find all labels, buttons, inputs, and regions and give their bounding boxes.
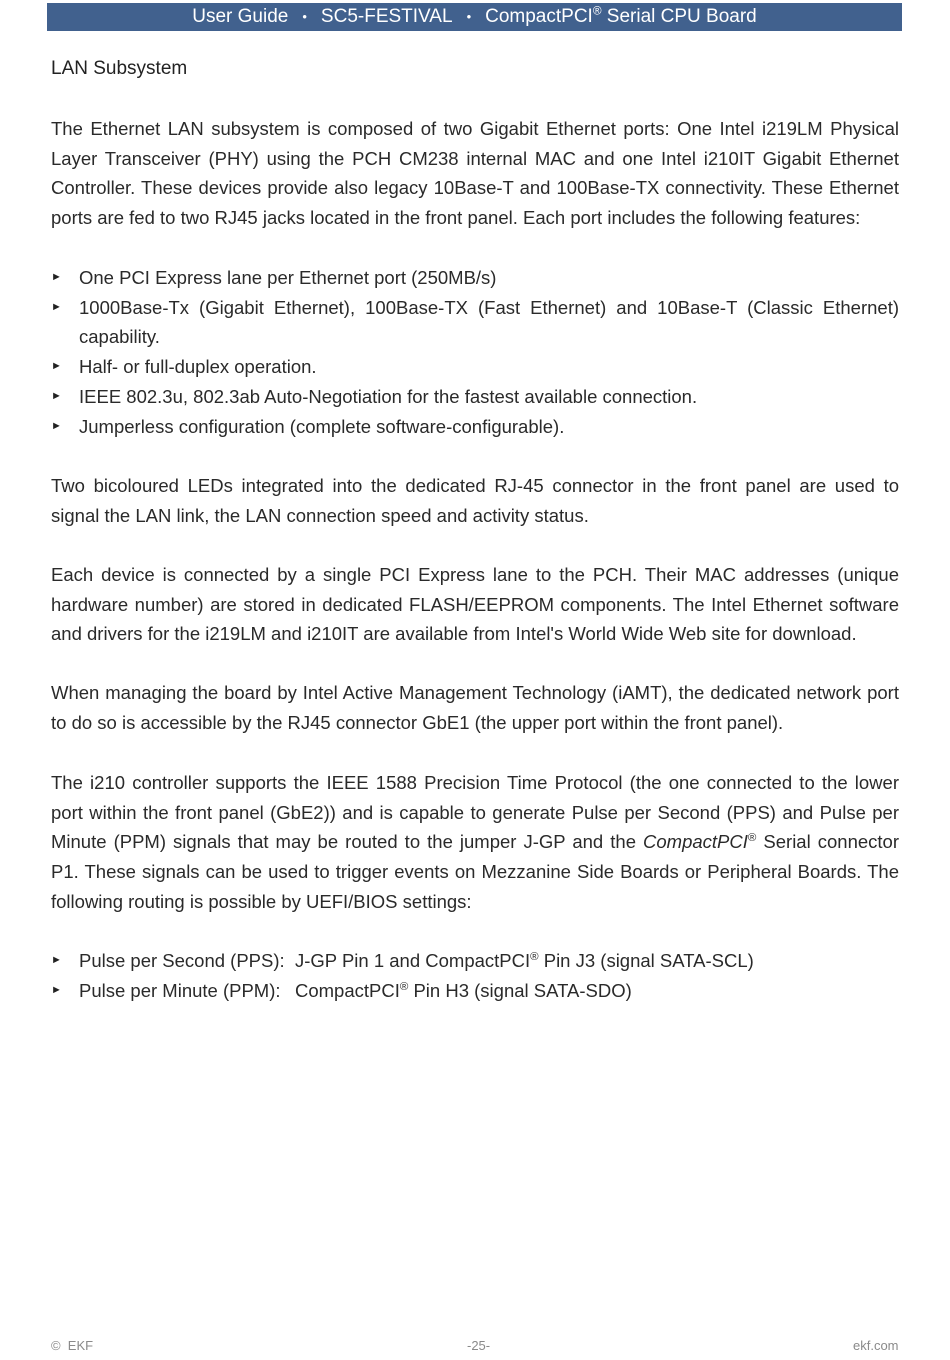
routing-label: Pulse per Minute (PPM): xyxy=(79,979,281,1001)
header-title-guide: User Guide xyxy=(192,6,289,27)
routing-value: CompactPCI® Pin H3 (signal SATA-SDO) xyxy=(295,979,632,1001)
feature-list-block xyxy=(51,263,899,441)
leds-paragraph-block xyxy=(51,471,899,530)
i210-paragraph-block xyxy=(51,768,899,917)
list-item: ► One PCI Express lane per Ethernet port (250MB/s) xyxy=(51,263,899,293)
header-bar xyxy=(47,3,902,31)
footer-website: ekf.com xyxy=(853,1338,899,1353)
pci-paragraph-block xyxy=(51,560,899,649)
intro-paragraph: The Ethernet LAN subsystem is composed of two Gigabit Ethernet ports: One Intel i219LM Physical Layer Transceiver (PHY) using the PCH CM238 internal MAC and one Intel i210IT Gigabit Ethernet Controller. These devices provide also legacy 10Base-T and 100Base-TX connectivity. These Ethernet ports are fed to two RJ45 jacks located in the front panel. Each port includes the following features: xyxy=(51,118,899,229)
bullet-arrow-icon: ► xyxy=(51,954,62,966)
header-separator: • xyxy=(302,8,307,24)
routing-label: Pulse per Second (PPS): xyxy=(79,950,285,971)
iamt-paragraph-block xyxy=(51,678,899,737)
iamt-paragraph: When managing the board by Intel Active Management Technology (iAMT), the dedicated network port to do so is accessible by the RJ45 connector GbE1 (the upper port within the front panel). xyxy=(51,682,899,733)
footer-page-number: -25- xyxy=(467,1338,491,1353)
pci-paragraph: Each device is connected by a single PCI Express lane to the PCH. Their MAC addresses (unique hardware number) are stored in dedicated FLASH/EEPROM components. The Intel Ethernet software and drivers for the i219LM and i210IT are available from Intel's World Wide Web site for download. xyxy=(51,564,899,645)
routing-list xyxy=(51,946,899,1005)
bullet-arrow-icon: ► xyxy=(51,300,62,313)
i210-paragraph: The i210 controller supports the IEEE 1588 Precision Time Protocol (the one connected to the lower port within the front panel (GbE2)) and is capable to generate Pulse per Second (PPS) and Pulse per Minute (PPM) signals that may be routed to the jumper J-GP and the CompactPCI® Serial connector P1. These signals can be used to trigger events on Mezzanine Side Boards or Peripheral Boards. The following routing is possible by UEFI/BIOS settings: xyxy=(51,772,899,912)
bullet-arrow-icon: ► xyxy=(51,983,62,996)
bullet-arrow-icon: ► xyxy=(51,271,62,283)
feature-list xyxy=(51,263,899,441)
header-separator: • xyxy=(466,8,472,24)
list-item: ► 1000Base-Tx (Gigabit Ethernet), 100Base-TX (Fast Ethernet) and 10Base-T (Classic Ethernet) capability. xyxy=(51,293,899,352)
list-item: ► IEEE 802.3u, 802.3ab Auto-Negotiation for the fastest available connection. xyxy=(51,382,899,412)
leds-paragraph: Two bicoloured LEDs integrated into the dedicated RJ-45 connector in the front panel are used to signal the LAN link, the LAN connection speed and activity status. xyxy=(51,475,899,526)
list-item xyxy=(51,946,899,976)
routing-list-block xyxy=(51,946,899,1005)
list-item: ► Half- or full-duplex operation. xyxy=(51,352,899,382)
routing-value: J-GP Pin 1 and CompactPCI® Pin J3 (signal SATA-SCL) xyxy=(295,950,754,971)
section-title: LAN Subsystem xyxy=(51,58,188,79)
list-item: ► Jumperless configuration (complete software-configurable). xyxy=(51,412,899,442)
bullet-arrow-icon: ► xyxy=(51,419,62,432)
bullet-arrow-icon: ► xyxy=(51,360,62,373)
list-item xyxy=(51,976,899,1006)
header-title-board: CompactPCI® Serial CPU Board xyxy=(485,4,757,27)
header-title-product: SC5-FESTIVAL xyxy=(320,6,453,27)
bullet-arrow-icon: ► xyxy=(51,389,62,402)
footer-copyright: © EKF xyxy=(51,1338,94,1353)
intro-paragraph-block xyxy=(51,114,899,233)
